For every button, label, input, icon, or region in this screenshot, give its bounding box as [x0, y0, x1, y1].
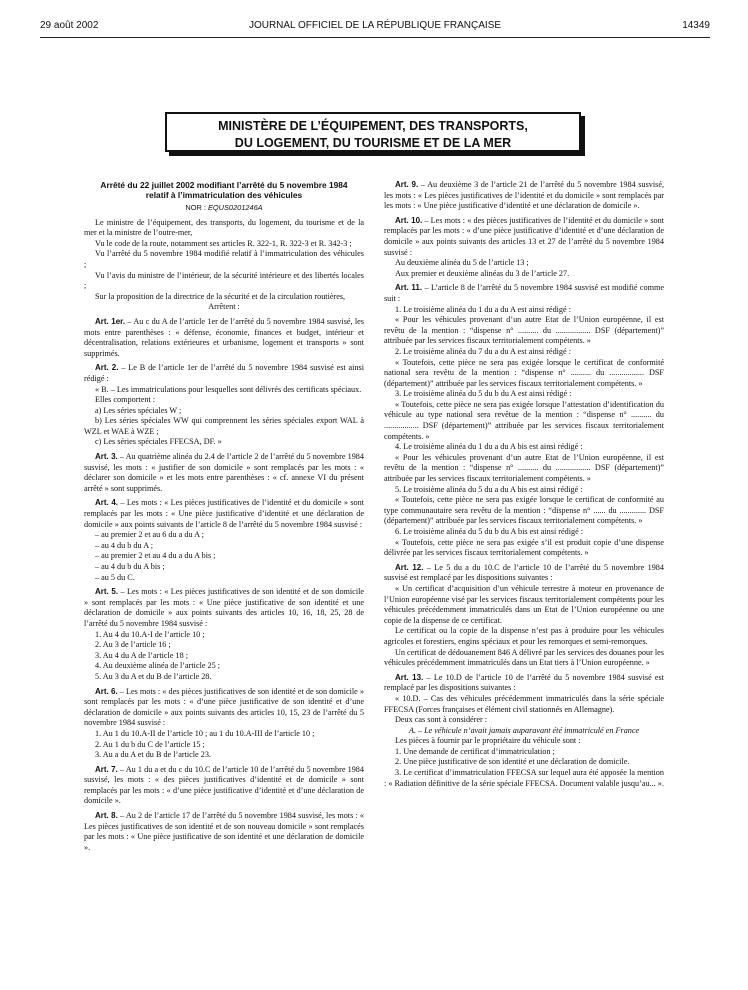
article-paragraph [384, 283, 664, 304]
paragraph-text: 3. Le troisième alinéa du 5 du b du A est ainsi rédigé : [395, 389, 572, 399]
paragraph-text: Vu l’arrêté du 5 novembre 1984 modifié relatif à l’immatriculation des véhicules ; [84, 249, 364, 269]
paragraph-text: Aux premier et deuxième alinéas du 3 de l’article 27. [395, 268, 570, 278]
paragraph-text: « 10.D. – Cas des véhicules précédemment immatriculés dans la série spéciale FFECSA (Forces françaises et élément civil stationnés en Allemagne). [384, 693, 664, 714]
text-paragraph [84, 750, 364, 761]
text-paragraph [84, 302, 364, 313]
text-paragraph [84, 661, 364, 672]
paragraph-text: « Toutefois, cette pièce ne sera pas exigée lorsque le certificat de conformité au type communautaire sera revêtu de la mention : “dispense n° ...... du ............. DSF (département)” attribuée par les services fiscaux territorialement compétents. » [384, 495, 664, 526]
left-column-body [84, 218, 364, 854]
text-paragraph [384, 538, 664, 559]
right-column [384, 180, 664, 789]
paragraph-text: – au 4 du b du A ; [95, 540, 153, 550]
text-paragraph [84, 530, 364, 541]
paragraph-text: Arrêtent : [208, 302, 240, 312]
text-paragraph [84, 551, 364, 562]
paragraph-text: 3. Le certificat d’immatriculation FFECSA sur lequel aura été apposée la mention : « Radiation définitive de la série spéciale FFECSA. Document valable jusqu’au... ». [384, 768, 664, 788]
article-number: Art. 6. [95, 686, 118, 696]
article-paragraph [384, 216, 664, 258]
article-number: Art. 3. [95, 452, 118, 462]
ministry-heading-box [165, 112, 581, 152]
text-paragraph [84, 239, 364, 250]
paragraph-text: – Le B de l’article 1er de l’arrêté du 5 novembre 1984 susvisé est ainsi rédigé : [84, 363, 365, 383]
paragraph-text: Au deuxième alinéa du 5 de l’article 13 ; [395, 258, 529, 268]
paragraph-text: – Les mots : « des pièces justificatives de son identité et de son domicile » sont remplacés par les mots : « d’une pièce justificative de son identité et d’une déclaration de domicile » aux points suivants des articles 10, 15, 23 de l’arrêté du 5 novembre 1984 susvisé : [84, 686, 364, 728]
paragraph-text: 5. Le troisième alinéa du 5 du a du A bis est ainsi rédigé : [395, 484, 583, 494]
text-paragraph [384, 305, 664, 316]
paragraph-text: « Pour les véhicules provenant d’un autre Etat de l’Union européenne, il est revêtu de la mention : “dispense n° .......... du ................. DSF (département)” attribuée par les services fiscaux territorialement compétents. » [384, 315, 664, 346]
text-paragraph [384, 648, 664, 669]
text-paragraph [84, 651, 364, 662]
page-header [40, 20, 710, 36]
paragraph-text: 6. Le troisième alinéa du 5 du b du A bis est ainsi rédigé : [395, 527, 584, 536]
article-paragraph [84, 452, 364, 494]
paragraph-text: Vu l’avis du ministre de l’intérieur, de la sécurité intérieure et des libertés locales ; [84, 270, 364, 291]
paragraph-text: 1. Une demande de certificat d’immatriculation ; [395, 746, 555, 756]
article-number: Art. 9. [395, 180, 419, 189]
text-paragraph [384, 400, 664, 442]
paragraph-text: a) Les séries spéciales W ; [95, 405, 182, 415]
text-paragraph [384, 358, 664, 390]
paragraph-text: « Un certificat d’acquisition d’un véhicule terrestre à moteur en provenance de l’Union européenne visé par les services fiscaux territorialement compétents pour les véhicules précédemment immatriculés dans un Etat de l’Union européenne ou une copie de la dispense de ce certificat. [384, 583, 664, 625]
paragraph-text: Deux cas sont à considérer : [395, 715, 488, 725]
article-number: Art. 5. [95, 587, 119, 597]
text-paragraph [84, 640, 364, 651]
paragraph-text: – au premier 2 et au 6 du a du A ; [95, 530, 204, 540]
text-paragraph [84, 630, 364, 641]
text-paragraph [384, 768, 664, 789]
text-paragraph [384, 485, 664, 496]
paragraph-text: 2. Au 1 du b du C de l’article 15 ; [95, 739, 205, 749]
paragraph-text: – Au quatrième alinéa du 2.4 de l’article 2 de l’arrêté du 5 novembre 1984 susvisé, les mots : « justifier de son domicile » sont remplacés par les mots : « déclarer son domicile » et les mots entre parenthèses : « cf. annexe VI du présent arrêté » sont supprimés. [84, 452, 364, 493]
nor-reference [84, 203, 364, 214]
article-paragraph [384, 673, 664, 694]
text-paragraph [84, 271, 364, 292]
paragraph-text: – Au 1 du a et du c du 10.C de l’article 10 de l’arrêté du 5 novembre 1984 susvisé, les mots : « des pièces justificatives d’identité et de domicile » sont remplacés par les mots : « d’une pièce justificative d’identité et d’une déclaration de domicile ». [84, 764, 364, 806]
paragraph-text: b) Les séries spéciales WW qui comprennent les séries spéciales export WAL à WZL et WAE à WZE ; [84, 416, 364, 436]
nor-code: EQUS0201246A [207, 203, 263, 212]
paragraph-text: « Toutefois, cette pièce ne sera pas exigée lorsque l’attestation d’identification du véhicule au type national sera revêtue de la mention : “dispense n° .......... du ................. DSF (département)” attribuée par les services fiscaux territorialement compétents. » [384, 399, 664, 441]
article-number: Art. 1er. [95, 316, 126, 326]
article-paragraph [84, 363, 364, 384]
paragraph-text: Le certificat ou la copie de la dispense n’est pas à produire pour les véhicules agricoles et forestiers, engins spéciaux et pour les remorques et semi-remorques. [384, 626, 664, 646]
paragraph-text: « B. – Les immatriculations pour lesquelles sont délivrés des certificats spéciaux. [95, 384, 362, 394]
paragraph-text: 5. Au 3 du A et du B de l’article 28. [95, 671, 212, 681]
text-paragraph [84, 395, 364, 406]
paragraph-text: – au premier 2 et au 4 du a du A bis ; [95, 551, 216, 561]
text-paragraph [384, 495, 664, 527]
paragraph-text: Les pièces à fournir par le propriétaire du véhicule sont : [395, 736, 581, 746]
paragraph-text: – L’article 8 de l’arrêté du 5 novembre 1984 susvisé est modifié comme suit : [384, 283, 664, 303]
paragraph-text: Elles comportent : [95, 395, 156, 405]
paragraph-text: – Le 5 du a du 10.C de l’article 10 de l’arrêté du 5 novembre 1984 susvisé est remplacé par les dispositions suivantes : [384, 562, 664, 583]
text-paragraph [384, 453, 664, 485]
article-number: Art. 11. [395, 283, 423, 293]
paragraph-text: 4. Le troisième alinéa du 1 du a du A bis est ainsi rédigé : [395, 442, 583, 452]
article-paragraph [84, 687, 364, 729]
paragraph-text: 2. Le troisième alinéa du 7 du a du A est ainsi rédigé : [395, 346, 571, 356]
paragraph-text: A. – Le véhicule n’avait jamais auparavant été immatriculé en France [408, 725, 640, 735]
article-paragraph [84, 765, 364, 807]
text-paragraph [84, 249, 364, 270]
left-column [84, 180, 364, 853]
paragraph-text: « Pour les véhicules provenant d’un autre Etat de l’Union européenne, il est revêtu de la mention : “dispense n° .......... du ................. DSF (département)” attribuée par les services fiscaux territorialement compétents. » [384, 452, 664, 484]
text-paragraph [84, 437, 364, 448]
journal-title: JOURNAL OFFICIEL DE LA RÉPUBLIQUE FRANÇAISE [248, 20, 502, 31]
text-paragraph [84, 406, 364, 417]
paragraph-text: 1. Le troisième alinéa du 1 du a du A est ainsi rédigé : [395, 304, 571, 314]
ministry-line-2: DU LOGEMENT, DU TOURISME ET DE LA MER [234, 136, 512, 150]
text-paragraph [384, 747, 664, 758]
paragraph-text: « Toutefois, cette pièce ne sera pas exigée s’il est produit copie d’une dispense délivrée par les services fiscaux territorialement compétents. » [384, 537, 664, 558]
paragraph-text: – Au c du A de l’article 1er de l’arrêté du 5 novembre 1984 susvisé, les mots entre parenthèses : « défense, économie, finances et budget, intérieur et décentralisation, relations extérieures et urbanisme, logement et transports » sont supprimés. [84, 316, 364, 358]
paragraph-text: 4. Au deuxième alinéa de l’article 25 ; [95, 661, 221, 671]
article-paragraph [84, 498, 364, 530]
article-paragraph [384, 563, 664, 584]
paragraph-text: Le ministre de l’équipement, des transports, du logement, du tourisme et de la mer et la ministre de l’outre-mer, [84, 217, 364, 238]
text-paragraph [384, 389, 664, 400]
text-paragraph [384, 694, 664, 715]
article-paragraph [84, 317, 364, 359]
paragraph-text: – au 4 du b du A bis ; [95, 562, 165, 571]
paragraph-text: 1. Au 1 du 10.A-II de l’article 10 ; au 1 du 10.A-III de l’article 10 ; [95, 728, 315, 738]
text-paragraph [84, 416, 364, 437]
paragraph-text: Vu le code de la route, notamment ses articles R. 322-1, R. 322-3 et R. 342-3 ; [95, 238, 352, 248]
text-paragraph [384, 757, 664, 768]
text-paragraph [384, 258, 664, 269]
article-number: Art. 13. [395, 672, 424, 682]
right-column-body [384, 180, 664, 789]
text-paragraph [84, 385, 364, 396]
text-paragraph [384, 269, 664, 280]
text-paragraph [384, 315, 664, 347]
article-number: Art. 4. [95, 498, 119, 508]
text-paragraph [84, 740, 364, 751]
article-paragraph [384, 180, 664, 212]
paragraph-text: Un certificat de dédouanement 846 A délivré par les services des douanes pour les véhicules précédemment immatriculés dans un Etat tiers à l’Union européenne. » [384, 647, 664, 668]
paragraph-text: – Au deuxième 3 de l’article 21 de l’arrêté du 5 novembre 1984 susvisé, les mots : « Les pièces justificatives de l’identité et du domicile » sont remplacés par les mots : « Une pièce justificative d’identité et une déclaration de domicile ». [384, 180, 664, 211]
text-paragraph [384, 715, 664, 726]
paragraph-text: – Les mots : « Les pièces justificatives de son identité et de son domicile » sont remplacés par les mots : « Une pièce justificative de son identité et une déclaration de domicile » aux points suivants des articles 10, 16, 18, 25, 28 de l’arrêté du 5 novembre 1984 susvisé : [84, 587, 364, 628]
arrete-title: Arrêté du 22 juillet 2002 modifiant l’arrêté du 5 novembre 1984 relatif à l’immatriculation des véhicules [100, 180, 348, 200]
article-number: Art. 10. [395, 215, 423, 225]
paragraph-text: – Les mots : « Les pièces justificatives de l’identité et du domicile » sont remplacés par les mots : « Une pièce justificative d’identité et une déclaration de domicile » aux points suivants de l’article 8 de l’arrêté du 5 novembre 1984 susvisé : [84, 498, 365, 529]
paragraph-text: 2. Une pièce justificative de son identité et une déclaration de domicile. [395, 757, 630, 767]
paragraph-text: 2. Au 3 de l’article 16 ; [95, 640, 171, 650]
paragraph-text: 3. Au 4 du A de l’article 18 ; [95, 650, 189, 660]
paragraph-text: – Le 10.D de l’article 10 de l’arrêté du 5 novembre 1984 susvisé est remplacé par les dispositions suivantes : [384, 672, 665, 693]
text-paragraph [384, 584, 664, 626]
text-paragraph [384, 347, 664, 358]
paragraph-text: 3. Au a du A et du B de l’article 23. [95, 750, 211, 760]
paragraph-text: – au 5 du C. [95, 572, 135, 582]
text-paragraph [84, 218, 364, 239]
nor-label: NOR : [185, 203, 206, 212]
paragraph-text: c) Les séries spéciales FFECSA, DF. » [95, 437, 222, 447]
article-number: Art. 7. [95, 764, 118, 774]
text-paragraph [84, 729, 364, 740]
article-number: Art. 2. [95, 363, 119, 373]
text-paragraph [84, 292, 364, 303]
article-paragraph [84, 811, 364, 853]
text-paragraph [384, 726, 664, 737]
paragraph-text: – Les mots : « des pièces justificatives de l’identité et du domicile » sont remplacés par les mots : « d’une pièce justificative d’identité et d’une déclaration de domicile » aux points suivants des articles 13 et 27 de l’arrêté du 5 novembre 1984 susvisé : [384, 215, 664, 257]
paragraph-text: – Au 2 de l’article 17 de l’arrêté du 5 novembre 1984 susvisé, les mots : « Les pièces justificatives de son identité et de son nouveau domicile » sont remplacés par les mots : « Une pièce justificative de son identité et une déclaration de domicile ». [84, 811, 365, 852]
ministry-line-1: MINISTÈRE DE L’ÉQUIPEMENT, DES TRANSPORTS, [218, 119, 528, 133]
text-paragraph [384, 736, 664, 747]
issue-date: 29 août 2002 [40, 20, 99, 31]
text-paragraph [84, 562, 364, 573]
text-paragraph [84, 541, 364, 552]
article-number: Art. 12. [395, 562, 424, 572]
text-paragraph [84, 573, 364, 584]
paragraph-text: Sur la proposition de la directrice de la sécurité et de la circulation routières, [95, 291, 346, 301]
page-number: 14349 [682, 20, 710, 31]
paragraph-text: 1. Au 4 du 10.A-I de l’article 10 ; [95, 629, 205, 639]
article-number: Art. 8. [95, 811, 118, 821]
article-paragraph [84, 587, 364, 629]
header-rule [40, 37, 710, 38]
paragraph-text: « Toutefois, cette pièce ne sera pas exigée lorsque le certificat de conformité national sera revêtu de la mention : “dispense n° .......... du ................. DSF (département)” attribuée par les services fiscaux territorialement compétents. » [384, 357, 664, 388]
text-paragraph [384, 626, 664, 647]
text-paragraph [84, 672, 364, 683]
text-paragraph [384, 442, 664, 453]
text-paragraph [384, 527, 664, 538]
